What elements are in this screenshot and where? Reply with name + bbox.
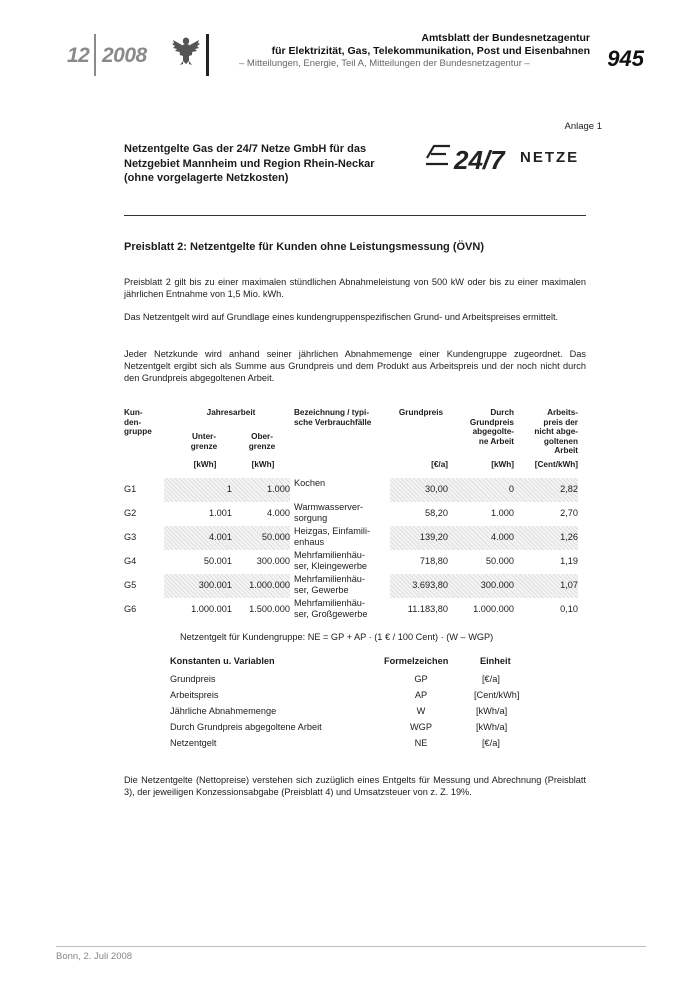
variable-symbol: AP <box>414 690 428 700</box>
paragraph-groups: Jeder Netzkunde wird anhand seiner jährlichen Abnahmemenge einer Kundengruppe zugeordnet. Das Netzentgelt ergibt sich als Summe aus Grundpreis und dem Produkt aus Arbeitspreis und der noch nicht durch den Grundpreis abgegoltenen Arbeit. <box>124 349 586 383</box>
paragraph-basis: Das Netzentgelt wird auf Grundlage eines kundengruppenspezifischen Grund- und Arbeitspreises ermittelt. <box>124 312 559 322</box>
logo-word: NETZE <box>520 149 580 166</box>
cell-obergrenze: 1.000 <box>267 484 290 494</box>
col-header-obergrenze: Ober- grenze <box>248 432 276 451</box>
cell-group: G5 <box>124 580 137 590</box>
issue-year: 2008 <box>102 44 147 67</box>
logo-number: 24/7 <box>454 145 505 175</box>
cell-arbeitspreis: 1,26 <box>560 532 578 542</box>
issue-number: 12 <box>67 44 90 67</box>
variables-header-unit: Einheit <box>480 656 511 666</box>
journal-title-line1: Amtsblatt der Bundesnetzagentur <box>421 32 590 44</box>
cell-grundpreis: 3.693,80 <box>412 580 448 590</box>
unit-untergrenze: [kWh] <box>193 460 217 469</box>
cell-durch-grundpreis: 4.000 <box>491 532 514 542</box>
cell-obergrenze: 4.000 <box>267 508 290 518</box>
variable-symbol: WGP <box>410 722 432 732</box>
variable-name: Jährliche Abnahmemenge <box>170 706 277 716</box>
footer-place-date: Bonn, 2. Juli 2008 <box>56 951 133 962</box>
cell-obergrenze: 1.000.000 <box>249 580 290 590</box>
cell-durch-grundpreis: 300.000 <box>480 580 514 590</box>
cell-description: Mehrfamilienhäu- ser, Gewerbe <box>294 574 365 595</box>
variables-header-symbol: Formelzeichen <box>384 656 449 666</box>
page-number: 945 <box>607 46 644 71</box>
cell-durch-grundpreis: 1.000 <box>491 508 514 518</box>
variable-symbol: NE <box>414 738 428 748</box>
variable-unit: [€/a] <box>482 674 500 684</box>
cell-group: G2 <box>124 508 137 518</box>
variable-unit: [€/a] <box>482 738 500 748</box>
cell-untergrenze: 1.000.001 <box>191 604 232 614</box>
cell-grundpreis: 718,80 <box>419 556 448 566</box>
annex-label: Anlage 1 <box>564 121 602 132</box>
cell-group: G6 <box>124 604 137 614</box>
col-header-jahresarbeit: Jahresarbeit <box>206 408 256 417</box>
unit-grundpreis: [€/a] <box>431 460 448 469</box>
header-divider <box>94 34 96 76</box>
cell-untergrenze: 300.001 <box>198 580 232 590</box>
col-header-group: Kun- den- gruppe <box>124 408 152 436</box>
unit-obergrenze: [kWh] <box>251 460 275 469</box>
cell-obergrenze: 300.000 <box>256 556 290 566</box>
cell-grundpreis: 58,20 <box>425 508 448 518</box>
scanned-annex <box>110 110 610 830</box>
cell-description: Warmwasserver- sorgung <box>294 502 364 523</box>
cell-obergrenze: 1.500.000 <box>249 604 290 614</box>
paragraph-scope: Preisblatt 2 gilt bis zu einer maximalen stündlichen Abnahmeleistung von 500 kW oder bis zu einer maximalen jährlichen Entnahme von 1,5 Mio. kWh. <box>124 277 586 299</box>
variable-symbol: GP <box>414 674 428 684</box>
unit-arbeitspreis: [Cent/kWh] <box>534 460 578 469</box>
netze-logo <box>424 136 584 176</box>
cell-durch-grundpreis: 50.000 <box>485 556 514 566</box>
cell-grundpreis: 139,20 <box>419 532 448 542</box>
preisblatt-heading: Preisblatt 2: Netzentgelte für Kunden ohne Leistungsmessung (ÖVN) <box>124 241 484 253</box>
cell-group: G1 <box>124 484 137 494</box>
variable-name: Durch Grundpreis abgegoltene Arbeit <box>170 722 322 732</box>
variable-symbol: W <box>416 706 426 716</box>
variable-name: Arbeitspreis <box>170 690 219 700</box>
variables-header-name: Konstanten u. Variablen <box>170 656 275 666</box>
cell-group: G3 <box>124 532 137 542</box>
cell-durch-grundpreis: 1.000.000 <box>473 604 514 614</box>
cell-untergrenze: 1 <box>226 484 232 494</box>
cell-obergrenze: 50.000 <box>261 532 290 542</box>
closing-paragraph: Die Netzentgelte (Nettopreise) verstehen sich zuzüglich eines Entgelts für Messung und Abrechnung (Preisblatt 3), der jeweiligen Konzessionsabgabe (Preisblatt 4) und Umsatzsteuer von z. Z. 19%. <box>124 775 586 797</box>
cell-untergrenze: 1.001 <box>209 508 232 518</box>
cell-description: Mehrfamilienhäu- ser, Großgewerbe <box>294 598 368 619</box>
cell-arbeitspreis: 2,82 <box>560 484 578 494</box>
cell-grundpreis: 11.183,80 <box>407 604 448 614</box>
journal-subtitle: – Mitteilungen, Energie, Teil A, Mitteilungen der Bundesnetzagentur – <box>239 58 530 69</box>
document-title-line3: (ohne vorgelagerte Netzkosten) <box>124 172 289 184</box>
journal-title <box>272 32 590 58</box>
document-title-line2: Netzgebiet Mannheim und Region Rhein-Neckar <box>124 157 375 170</box>
col-header-untergrenze: Unter- grenze <box>190 432 218 451</box>
variable-name: Netzentgelt <box>170 738 217 748</box>
variable-unit: [kWh/a] <box>476 722 508 732</box>
cell-description: Kochen <box>294 478 326 488</box>
cell-arbeitspreis: 1,07 <box>560 580 578 590</box>
document-title <box>124 142 375 186</box>
title-divider <box>124 215 586 216</box>
cell-untergrenze: 50.001 <box>203 556 232 566</box>
variable-unit: [Cent/kWh] <box>474 690 520 700</box>
cell-arbeitspreis: 2,70 <box>560 508 578 518</box>
unit-durch-grundpreis: [kWh] <box>491 460 514 469</box>
col-header-arbeitspreis: Arbeits- preis der nicht abge- goltenen Arbeit <box>534 408 578 455</box>
variable-name: Grundpreis <box>170 674 216 684</box>
cell-group: G4 <box>124 556 137 566</box>
header-divider-bold <box>206 34 209 76</box>
journal-title-line2: für Elektrizität, Gas, Telekommunikation, Post und Eisenbahnen <box>271 45 590 57</box>
col-header-durch-grundpreis: Durch Grundpreis abgegolte- ne Arbeit <box>469 408 514 446</box>
document-title-line1: Netzentgelte Gas der 24/7 Netze GmbH für das <box>124 143 367 155</box>
cell-arbeitspreis: 1,19 <box>560 556 578 566</box>
cell-grundpreis: 30,00 <box>425 484 448 494</box>
variable-unit: [kWh/a] <box>476 706 508 716</box>
col-header-bezeichnung: Bezeichnung / typi- sche Verbrauchfälle <box>294 408 372 427</box>
col-header-grundpreis: Grundpreis <box>398 408 444 417</box>
cell-arbeitspreis: 0,10 <box>560 604 578 614</box>
cell-description: Mehrfamilienhäu- ser, Kleingewerbe <box>294 550 368 571</box>
cell-untergrenze: 4.001 <box>209 532 232 542</box>
cell-description: Heizgas, Einfamili- enhaus <box>294 526 371 547</box>
federal-eagle-icon <box>171 34 201 66</box>
footer-divider <box>56 946 646 947</box>
formula: Netzentgelt für Kundengruppe: NE = GP + AP · (1 € / 100 Cent) · (W – WGP) <box>180 632 494 642</box>
cell-durch-grundpreis: 0 <box>508 484 514 494</box>
